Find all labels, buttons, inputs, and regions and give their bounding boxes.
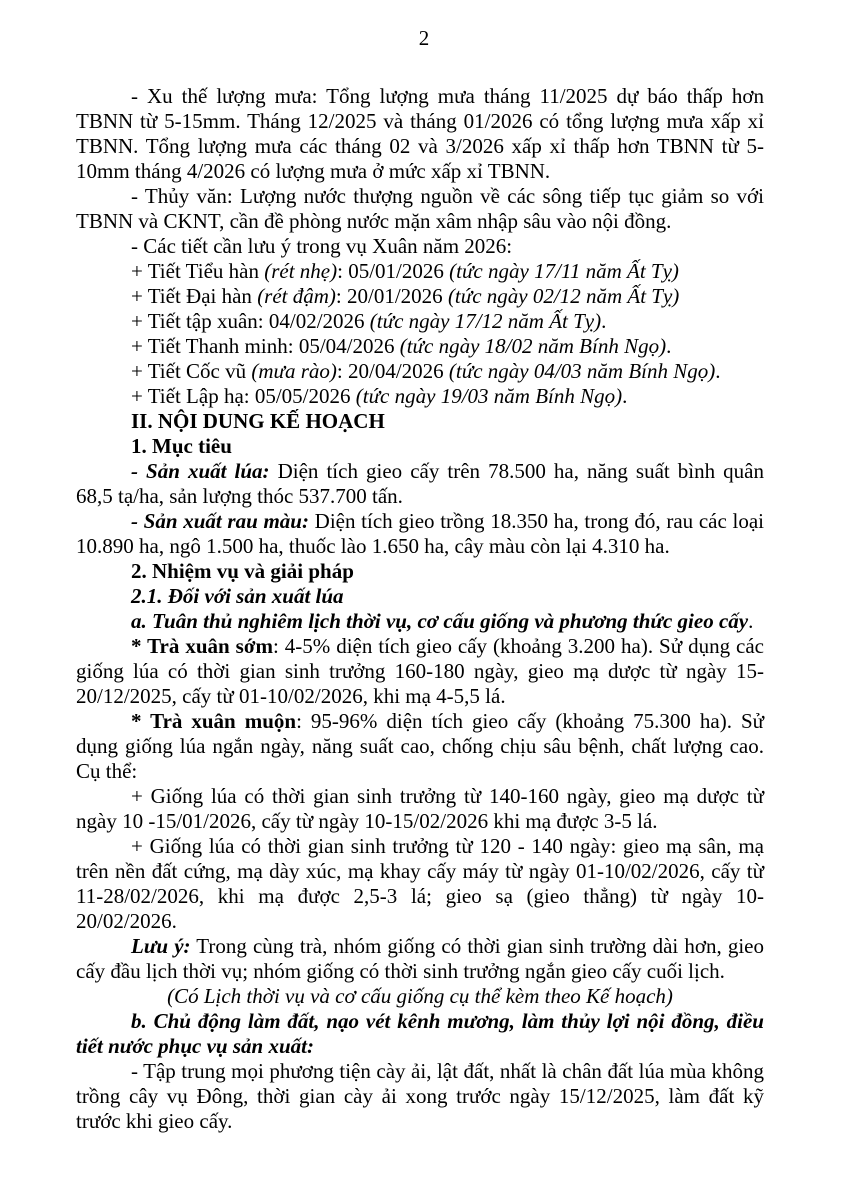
text-run: Lưu ý: bbox=[131, 934, 191, 958]
text-run: . bbox=[622, 384, 628, 408]
paragraph bbox=[76, 334, 764, 359]
document-body bbox=[76, 84, 764, 1134]
paragraph bbox=[76, 84, 764, 184]
text-run: (tức ngày 04/03 năm Bính Ngọ) bbox=[448, 359, 716, 383]
paragraph bbox=[76, 784, 764, 834]
paragraph bbox=[76, 709, 764, 784]
text-run: * Trà xuân muộn bbox=[131, 709, 297, 733]
text-run: - Sản xuất lúa: bbox=[131, 459, 270, 483]
paragraph bbox=[76, 834, 764, 934]
text-run: II. NỘI DUNG KẾ HOẠCH bbox=[131, 409, 385, 433]
text-run: Trong cùng trà, nhóm giống có thời gian sinh trường dài hơn, gieo cấy đầu lịch thời vụ; nhóm giống có thời sinh trưởng ngắn gieo cấy cuối lịch. bbox=[76, 934, 764, 983]
paragraph bbox=[76, 559, 764, 584]
text-run: Diện tích gieo cấy trên 78.500 ha, năng suất bình quân 68,5 tạ/ha, sản lượng thóc 537.700 tấn. bbox=[76, 459, 764, 508]
text-run: . bbox=[601, 309, 607, 333]
text-run: - Các tiết cần lưu ý trong vụ Xuân năm 2026: bbox=[131, 234, 513, 258]
paragraph bbox=[76, 1059, 764, 1134]
paragraph bbox=[76, 184, 764, 234]
paragraph bbox=[76, 434, 764, 459]
text-run: (tức ngày 19/03 năm Bính Ngọ) bbox=[355, 384, 623, 408]
text-run: : 20/04/2026 bbox=[336, 359, 449, 383]
text-run: : 95-96% diện tích gieo cấy (khoảng 75.300 ha). Sử dụng giống lúa ngắn ngày, năng suất cao, chống chịu sâu bệnh, chất lượng cao. Cụ thể: bbox=[76, 709, 764, 783]
text-run: 2.1. Đối với sản xuất lúa bbox=[131, 584, 344, 608]
paragraph bbox=[76, 309, 764, 334]
text-run: : 05/01/2026 bbox=[337, 259, 450, 283]
text-run: - Sản xuất rau màu: bbox=[131, 509, 309, 533]
text-run: + Tiết Thanh minh: 05/04/2026 bbox=[131, 334, 400, 358]
text-run: (tức ngày 17/12 năm Ất Tỵ) bbox=[369, 309, 602, 333]
text-run: + Tiết Tiểu hàn bbox=[131, 259, 265, 283]
paragraph bbox=[76, 934, 764, 984]
paragraph bbox=[76, 234, 764, 259]
text-run: . bbox=[666, 334, 672, 358]
text-run: - Thủy văn: Lượng nước thượng nguồn về các sông tiếp tục giảm so với TBNN và CKNT, cần đề phòng nước mặn xâm nhập sâu vào nội đồng. bbox=[76, 184, 764, 233]
text-run: + Tiết Đại hàn bbox=[131, 284, 258, 308]
text-run: (mưa rào) bbox=[251, 359, 337, 383]
text-run: : 4-5% diện tích gieo cấy (khoảng 3.200 ha). Sử dụng các giống lúa có thời gian sinh trưởng 160-180 ngày, gieo mạ dược từ ngày 15-20/12/2025, cấy từ 01-10/02/2026, khi mạ 4-5,5 lá. bbox=[76, 634, 764, 708]
text-run: (tức ngày 18/02 năm Bính Ngọ) bbox=[399, 334, 667, 358]
text-run: - Tập trung mọi phương tiện cày ải, lật đất, nhất là chân đất lúa mùa không trồng cây vụ Đông, thời gian cày ải xong trước ngày 15/12/2025, làm đất kỹ trước khi gieo cấy. bbox=[76, 1059, 764, 1133]
paragraph bbox=[76, 984, 764, 1009]
paragraph bbox=[76, 609, 764, 634]
paragraph bbox=[76, 359, 764, 384]
text-run: (tức ngày 02/12 năm Ất Tỵ) bbox=[447, 284, 680, 308]
paragraph bbox=[76, 509, 764, 559]
text-run: + Tiết tập xuân: 04/02/2026 bbox=[131, 309, 370, 333]
paragraph bbox=[76, 1009, 764, 1059]
text-run: 2. Nhiệm vụ và giải pháp bbox=[131, 559, 354, 583]
text-run: 1. Mục tiêu bbox=[131, 434, 232, 458]
paragraph bbox=[76, 284, 764, 309]
paragraph bbox=[76, 459, 764, 509]
text-run: + Tiết Lập hạ: 05/05/2026 bbox=[131, 384, 356, 408]
text-run: * Trà xuân sớm bbox=[131, 634, 273, 658]
text-run: . bbox=[715, 359, 721, 383]
text-run: (Có Lịch thời vụ và cơ cấu giống cụ thể kèm theo Kế hoạch) bbox=[167, 984, 673, 1008]
text-run: + Tiết Cốc vũ bbox=[131, 359, 252, 383]
paragraph bbox=[76, 384, 764, 409]
paragraph bbox=[76, 409, 764, 434]
text-run: + Giống lúa có thời gian sinh trưởng từ 140-160 ngày, gieo mạ dược từ ngày 10 -15/01/2026, cấy từ ngày 10-15/02/2026 khi mạ được 3-5 lá. bbox=[76, 784, 764, 833]
page-number: 2 bbox=[418, 26, 430, 50]
text-run: Diện tích gieo trồng 18.350 ha, trong đó, rau các loại 10.890 ha, ngô 1.500 ha, thuốc lào 1.650 ha, cây màu còn lại 4.310 ha. bbox=[76, 509, 764, 558]
text-run: b. Chủ động làm đất, nạo vét kênh mương, làm thủy lợi nội đồng, điều tiết nước phục vụ sản xuất: bbox=[76, 1009, 764, 1058]
text-run: + Giống lúa có thời gian sinh trưởng từ 120 - 140 ngày: gieo mạ sân, mạ trên nền đất cứng, mạ dày xúc, mạ khay cấy máy từ ngày 01-10/02/2026, cấy từ 11-28/02/2026, khi mạ được 2,5-3 lá; gieo sạ (gieo thẳng) từ ngày 10-20/02/2026. bbox=[76, 834, 764, 933]
text-run: (tức ngày 17/11 năm Ất Tỵ) bbox=[449, 259, 679, 283]
paragraph bbox=[76, 259, 764, 284]
text-run: (rét nhẹ) bbox=[264, 259, 338, 283]
text-run: (rét đậm) bbox=[257, 284, 336, 308]
text-run: - Xu thế lượng mưa: Tổng lượng mưa tháng 11/2025 dự báo thấp hơn TBNN từ 5-15mm. Tháng 12/2025 và tháng 01/2026 có tổng lượng mưa xấp xỉ TBNN. Tổng lượng mưa các tháng 02 và 3/2026 xấp xỉ thấp hơn TBNN từ 5-10mm tháng 4/2026 có lượng mưa ở mức xấp xỉ TBNN. bbox=[76, 84, 764, 183]
text-run: . bbox=[748, 609, 754, 633]
text-run: a. Tuân thủ nghiêm lịch thời vụ, cơ cấu giống và phương thức gieo cấy bbox=[131, 609, 749, 633]
paragraph bbox=[76, 584, 764, 609]
paragraph bbox=[76, 634, 764, 709]
text-run: : 20/01/2026 bbox=[335, 284, 448, 308]
